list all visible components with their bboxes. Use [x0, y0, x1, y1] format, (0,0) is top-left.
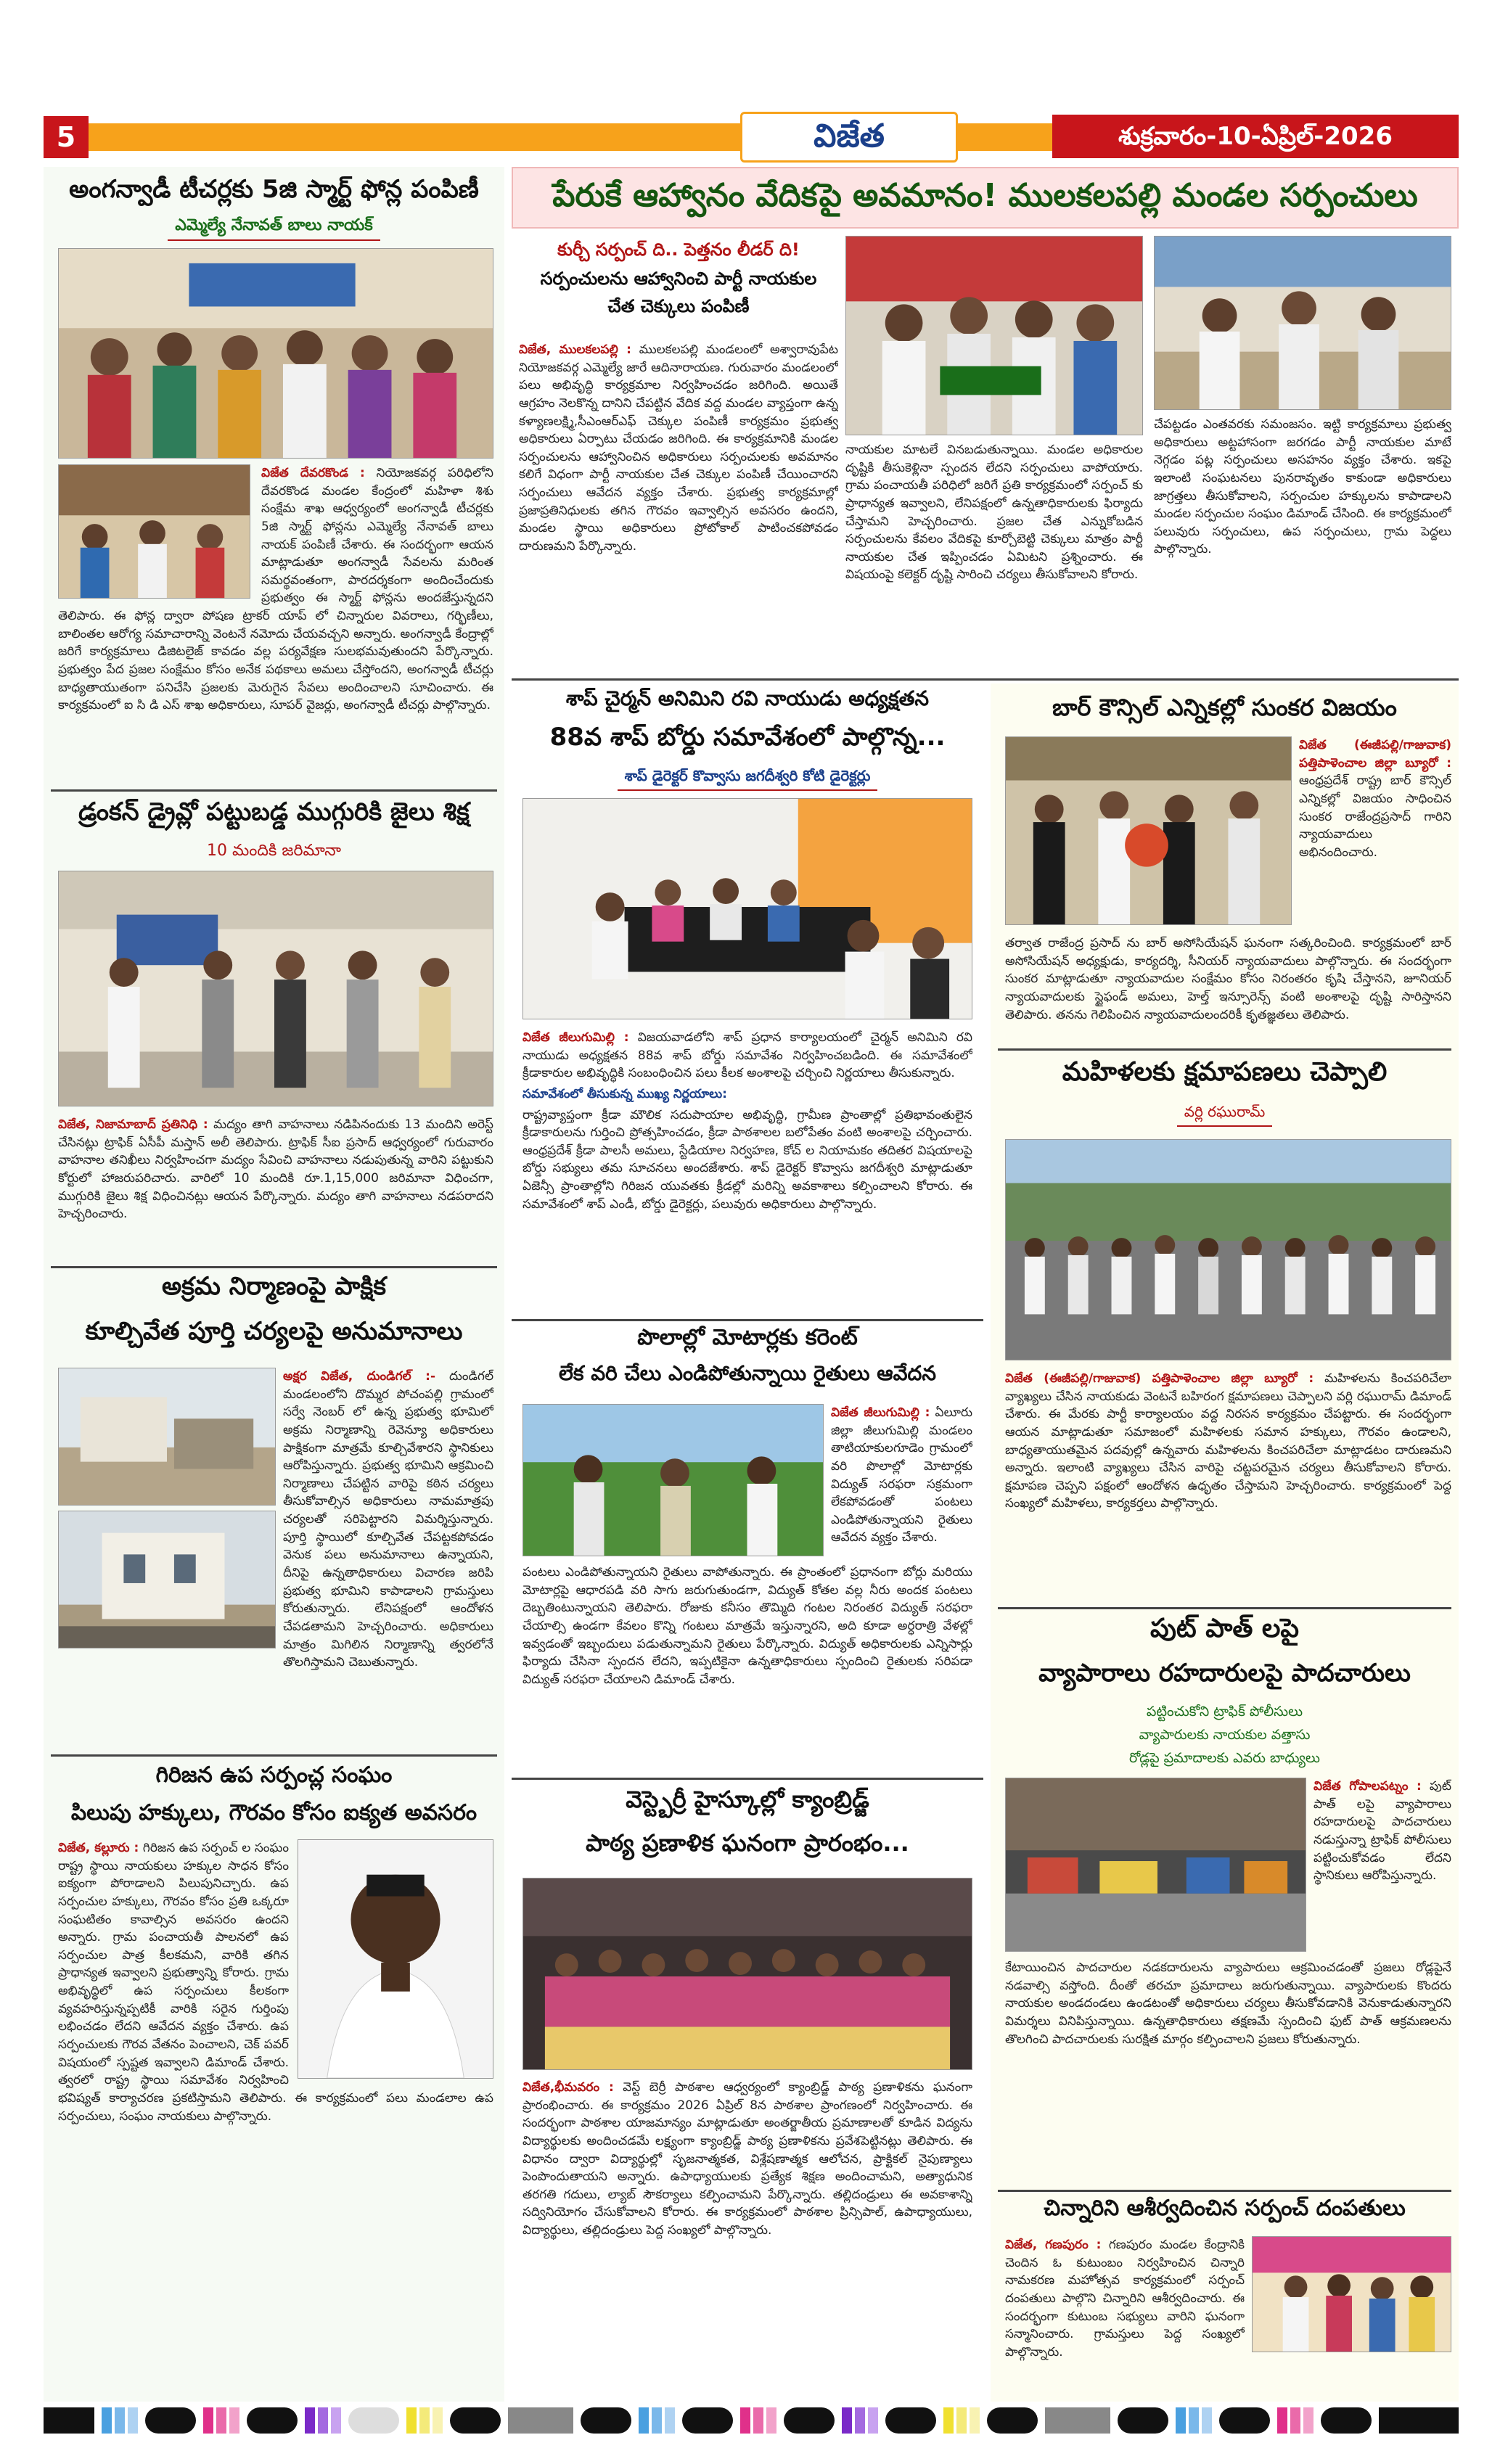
- westberry-text: వెస్ట్ బెర్రీ పాఠశాల ఆధ్వర్యంలో క్యాంబ్రిడ్జ్ పాఠ్య ప్రణాళికను ఘనంగా ప్రారంభించారు. ఈ కార్యక్రమం 2026 ఏప్రిల్ 8న పాఠశాల ప్రాంగణంలో నిర్వహించారు. ఈ సందర్భంగా పాఠశాల యాజమాన్యం మాట్లాడుతూ అంతర్జాతీయ ప్రమాణాలతో కూడిన విద్యను విద్యార్థులకు అందించడమే లక్ష్యంగా క్యాంబ్రిడ్జ్ పాఠ్య ప్రణాళికను ప్రవేశపెట్టినట్లు తెలిపారు. ఈ విధానం ద్వారా విద్యార్థుల్లో సృజనాత్మకత, విశ్లేషణాత్మక ఆలోచన, ప్రాక్టికల్ నైపుణ్యాలు పెంపొందుతాయని అన్నారు. ఉపాధ్యాయులకు ప్రత్యేక శిక్షణ అందించామని, అత్యాధునిక తరగతి గదులు, ల్యాబ్ సౌకర్యాలు కల్పించామని పేర్కొన్నారు. తల్లిదండ్రులు ఈ అవకాశాన్ని సద్వినియోగం చేసుకోవాలని కోరారు. ఈ కార్యక్రమంలో పాఠశాల ప్రిన్సిపాల్, ఉపాధ్యాయులు, విద్యార్థులు, తల్లిదండ్రులు పెద్ద సంఖ్యలో పాల్గొన్నారు.: [522, 2080, 972, 2238]
- shop-byline: [512, 765, 983, 791]
- paper-logo: [740, 112, 958, 163]
- reg-block: [433, 2407, 443, 2434]
- reg-block: [943, 2407, 954, 2434]
- reg-block: [1303, 2407, 1313, 2434]
- shop-subhead: సమావేశంలో తీసుకున్న ముఖ్య నిర్ణయాలు:: [522, 1086, 727, 1101]
- lead-subhead-2: చేత చెక్కులు పంపిణీ: [607, 296, 750, 316]
- couple-text: గణపురం మండల కేంద్రానికి చెందిన ఓ కుటుంబం నిర్వహించిన చిన్నారి నామకరణ మహోత్సవ కార్యక్రమంలో సర్పంచ్ దంపతులు పాల్గొని చిన్నారిని ఆశీర్వదించారు. ఈ సందర్భంగా కుటుంబ సభ్యులు వారిని ఘనంగా సన్మానించారు. గ్రామస్తులు పెద్ద సంఖ్యలో పాల్గొన్నారు.: [1005, 2238, 1245, 2360]
- lead-text-1: ములకలపల్లి మండలంలో అశ్వారావుపేట నియోజకవర్గ ఎమ్మెల్యే జారే ఆదినారాయణ. గురువారం మండలంలో పలు అభివృద్ధి కార్యక్రమాల నిర్వహించడం జరిగింది. అయితే ఆగ్రహం నెలకొన్న దానిని చేపట్టిన వేదిక వద్ద మండల వ్యాప్తంగా ఉన్న కళ్యాణలక్ష్మి,సీఎంఆర్ఎఫ్ చెక్కుల పంపిణీ కార్యక్రమం ప్రభుత్వ అధికారులు ఏర్పాటు చేయడం జరిగింది. ఈ కార్యక్రమానికి మండల సర్పంచులను ఆహ్వానించిన అధికారులు సర్పంచులకు అవమానం కలిగే విధంగా పార్టీ నాయకుల చేత చెక్కుల పంపిణీ చేయించారని సర్పంచులు ఆవేదన వ్యక్తం చేశారు. ప్రభుత్వ కార్యక్రమాల్లో ప్రజాప్రతినిధులకు తగిన గౌరవం ఇవ్వాల్సిన అవసరం ఉందని, మండల స్థాయి అధికారులు ప్రోటోకాల్ పాటించకపోవడం దారుణమని పేర్కొన్నారు.: [519, 342, 838, 554]
- reg-block: [44, 2407, 94, 2434]
- power-side-text: ఏలూరు జిల్లా జీలుగుమిల్లి మండలం తాటియాకులగూడెం గ్రామంలో వరి పొలాల్లో మోటార్లకు విద్యుత్ సరఫరా సక్రమంగా లేకపోవడంతో పంటలు ఎండిపోతున్నాయని రైతులు ఆవేదన వ్యక్తం చేశారు.: [831, 1405, 972, 1545]
- shop-text-2: రాష్ట్రవ్యాప్తంగా క్రీడా మౌలిక సదుపాయాల అభివృద్ధి, గ్రామీణ ప్రాంతాల్లో ప్రతిభావంతులైన క్రీడాకారులను గుర్తించి ప్రోత్సహించడం, క్రీడా పాఠశాలల బలోపేతం వంటి అంశాలపై చర్చించారు. ఆంధ్రప్రదేశ్ క్రీడా పాలసీ అమలు, స్టేడియాల నిర్వహణ, కోచ్ ల నియామకం తదితర విషయాలపై బోర్డు సభ్యులు తమ సూచనలు అందజేశారు. శాప్ డైరెక్టర్ కొవ్వాసు జగదీశ్వరి మాట్లాడుతూ ఏజెన్సీ ప్రాంతాల్లోని గిరిజన యువతకు క్రీడల్లో మరిన్ని అవకాశాలు కల్పించాలని కోరారు. ఈ సమావేశంలో శాప్ ఎండీ, బోర్డు డైరెక్టర్లు, పలువురు అధికారులు పాల్గొన్నారు.: [522, 1107, 972, 1212]
- lead-headline: పేరుకే ఆహ్వానం వేదికపై అవమానం! ములకలపల్లి మండల సర్పంచులు: [552, 177, 1418, 214]
- footpath-photo: [1005, 1778, 1306, 1952]
- drunk-text: మద్యం తాగి వాహనాలు నడిపినందుకు 13 మందిని అరెస్ట్ చేసినట్లు ట్రాఫిక్ ఏసీపీ మస్తాన్ అలీ తెలిపారు. ట్రాఫిక్ సీఐ ప్రసాద్ ఆధ్వర్యంలో గురువారం వాహనాల తనిఖీలు నిర్వహించగా మద్యం సేవించి వాహనాలు నడుపుతున్న వారిని పట్టుకుని కోర్టులో హాజరుపరిచారు. వారిలో 10 మందికి రూ.1,15,000 జరిమానా విధించగా, ముగ్గురికి జైలు శిక్ష విధించినట్లు ఆయన పేర్కొన్నారు. మద్యం తాగి వాహనాలు నడపరాదని హెచ్చరించారు.: [58, 1117, 493, 1222]
- shop-photo: [522, 798, 972, 1019]
- couple-headline: చిన్నారిని ఆశీర్వదించిన సర్పంచ్ దంపతులు: [1044, 2196, 1406, 2221]
- anganwadi-body: [58, 464, 493, 784]
- footpath-side: [1313, 1778, 1451, 1955]
- drunk-photo: [58, 871, 493, 1106]
- lead-subhead-1: సర్పంచులను ఆహ్వానించి పార్టీ నాయకుల: [540, 268, 817, 289]
- bar-headline: బార్ కౌన్సిల్ ఎన్నికల్లో సుంకర విజయం: [1052, 694, 1397, 721]
- reg-block: [766, 2407, 776, 2434]
- reg-block: [842, 2407, 852, 2434]
- tribal-body: [58, 1839, 493, 2391]
- women-text: మహిళలను కించపరిచేలా వ్యాఖ్యలు చేసిన నాయకుడు వెంటనే బహిరంగ క్షమాపణలు చెప్పాలని వర్లి రఘురామ్ డిమాండ్ చేశారు. ఈ మేరకు పార్టీ కార్యాలయం వద్ద నిరసన కార్యక్రమం చేపట్టారు. ఈ సందర్భంగా ఆయన మాట్లాడుతూ సమాజంలో మహిళలకు సమాన హక్కులు, గౌరవం ఉండాలని, బాధ్యతాయుతమైన పదవుల్లో ఉన్నవారు మహిళలను కించపరిచేలా మాట్లాడటం దారుణమని అన్నారు. ఇలాంటి వ్యాఖ్యలు చేసిన వారిపై చట్టపరమైన చర్యలు తీసుకోవాలని కోరారు. క్షమాపణ చెప్పని పక్షంలో ఆందోళన ఉధృతం చేస్తామని హెచ్చరించారు. కార్యక్రమంలో పెద్ద సంఖ్యలో మహిళలు, కార్యకర్తలు పాల్గొన్నారు.: [1005, 1371, 1451, 1511]
- reg-block: [145, 2407, 196, 2434]
- couple-dateline: విజేత, గణపురం :: [1005, 2238, 1102, 2252]
- footpath-body: కేటాయించిన పాదచారుల నడకదారులను వ్యాపారులు ఆక్రమించడంతో ప్రజలు రోడ్లపైనే నడవాల్సి వస్తోంది. దీంతో తరచూ ప్రమాదాలు జరుగుతున్నాయి. వ్యాపారులకు కొందరు నాయకుల అండదండలు ఉండటంతో అధికారులు చర్యలు తీసుకోవడానికి వెనుకాడుతున్నారని విమర్శలు వినిపిస్తున్నాయి. ఉన్నతాధికారులు తక్షణమే స్పందించి ఫుట్ పాత్ ఆక్రమణలను తొలగించి పాదచారులకు సురక్షిత మార్గం కల్పించాలని ప్రజలు కోరుతున్నారు.: [1005, 1960, 1451, 2047]
- tribal-text: గిరిజన ఉప సర్పంచ్ ల సంఘం రాష్ట్ర స్థాయి నాయకులు హక్కుల సాధన కోసం ఐక్యంగా పోరాడాలని పిలుపునిచ్చారు. ఉప సర్పంచుల హక్కులు, గౌరవం కోసం ప్రతి ఒక్కరూ సంఘటితం కావాల్సిన అవసరం ఉందని అన్నారు. గ్రామ పంచాయతీ పాలనలో ఉప సర్పంచుల పాత్ర కీలకమని, వారికి తగిన ప్రాధాన్యత ఇవ్వాలని ప్రభుత్వాన్ని కోరారు. గ్రామ అభివృద్ధిలో ఉప సర్పంచులు కీలకంగా వ్యవహరిస్తున్నప్పటికీ వారికి సరైన గుర్తింపు లభించడం లేదని ఆవేదన వ్యక్తం చేశారు. ఉప సర్పంచులకు గౌరవ వేతనం పెంచాలని, చెక్ పవర్ విషయంలో స్పష్టత ఇవ్వాలని డిమాండ్ చేశారు. త్వరలో రాష్ట్ర స్థాయి సమావేశం నిర్వహించి భవిష్యత్ కార్యాచరణ ప్రకటిస్తామని తెలిపారు. ఈ కార్యక్రమంలో పలు మండలాల ఉప సర్పంచులు, సంఘం నాయకులు పాల్గొన్నారు.: [58, 1841, 493, 2124]
- reg-block: [419, 2407, 430, 2434]
- reg-block: [450, 2407, 501, 2434]
- reg-block: [1219, 2407, 1270, 2434]
- reg-block: [128, 2407, 138, 2434]
- divider: [51, 789, 497, 792]
- women-headline: మహిళలకు క్షమాపణలు చెప్పాలి: [1062, 1057, 1388, 1087]
- reg-block: [1321, 2407, 1372, 2434]
- shop-byline-text: శాప్ డైరెక్టర్ కొవ్వాసు జగదీశ్వరి కోటి డైరెక్టర్లు: [618, 765, 878, 791]
- divider: [998, 1048, 1451, 1051]
- tribal-headline-2: పిలుపు హక్కులు, గౌరవం కోసం ఐక్యత అవసరం: [70, 1800, 478, 1826]
- lead-dateline: విజేత, ములకలపల్లి :: [519, 342, 631, 357]
- reg-block: [581, 2407, 631, 2434]
- reg-block: [508, 2407, 573, 2434]
- reg-block: [1118, 2407, 1168, 2434]
- encroach-body: [58, 1368, 493, 1745]
- reg-block: [639, 2407, 649, 2434]
- reg-block: [305, 2407, 315, 2434]
- westberry-headline-1: వెస్ట్బెర్రీ హైస్కూల్లో క్యాంబ్రిడ్జ్: [626, 1786, 869, 1813]
- reg-block: [740, 2407, 750, 2434]
- couple-photo: [1252, 2236, 1451, 2352]
- drunk-dateline: విజేత, నిజామాబాద్ ప్రతినిధి :: [58, 1117, 208, 1132]
- women-byline-text: వర్లి రఘురామ్: [1177, 1101, 1273, 1127]
- shop-headline-1: శాప్ చైర్మన్ అనిమిని రవి నాయుడు అధ్యక్షతన: [565, 686, 930, 710]
- anganwadi-headline: అంగన్వాడీ టీచర్లకు 5జి స్మార్ట్ ఫోన్ల పంపిణీ: [69, 175, 479, 204]
- divider: [998, 2190, 1451, 2192]
- reg-block: [753, 2407, 763, 2434]
- masthead: [44, 116, 1459, 160]
- reg-block: [1176, 2407, 1186, 2434]
- reg-block: [665, 2407, 675, 2434]
- encroach-headline-1: అక్రమ నిర్మాణంపై పాక్షిక: [161, 1272, 386, 1301]
- power-body: పంటలు ఎండిపోతున్నాయని రైతులు వాపోతున్నారు. ఈ ప్రాంతంలో ప్రధానంగా బోర్లు మరియు మోటార్లపై ఆధారపడి వరి సాగు జరుగుతుండగా, విద్యుత్ కోతల వల్ల నీరు అందక పంటలు దెబ్బతింటున్నాయని తెలిపారు. రోజుకు కనీసం తొమ్మిది గంటల నిరంతర విద్యుత్ సరఫరా చేయాల్సి ఉండగా కేవలం కొన్ని గంటలు మాత్రమే ఇస్తున్నారని, అది కూడా అర్ధరాత్రి వేళల్లో ఇవ్వడంతో ఇబ్బందులు పడుతున్నామని రైతులు పేర్కొన్నారు. విద్యుత్ అధికారులకు ఎన్నిసార్లు ఫిర్యాదు చేసినా స్పందన లేదని, ఇప్పటికైనా ఉన్నతాధికారులు స్పందించి రైతులకు సరిపడా విద్యుత్ సరఫరా చేయాలని డిమాండ్ చేశారు.: [522, 1565, 972, 1687]
- lead-photo-2: [1154, 236, 1451, 410]
- reg-block: [970, 2407, 980, 2434]
- divider: [998, 1607, 1451, 1609]
- reg-block: [229, 2407, 239, 2434]
- reg-block: [1045, 2407, 1110, 2434]
- divider: [512, 678, 1459, 681]
- shop-dateline: విజేత జీలుగుమిల్లి :: [522, 1030, 629, 1045]
- reg-block: [652, 2407, 662, 2434]
- reg-block: [1277, 2407, 1287, 2434]
- power-photo: [522, 1404, 824, 1556]
- westberry-body: [522, 2079, 972, 2391]
- power-side: [831, 1404, 972, 1560]
- reg-block: [784, 2407, 835, 2434]
- reg-block: [1379, 2407, 1459, 2434]
- footpath-sub-3: రోడ్లపై ప్రమాదాలకు ఎవరు బాధ్యులు: [1129, 1750, 1320, 1766]
- reg-block: [406, 2407, 417, 2434]
- reg-block: [987, 2407, 1038, 2434]
- lead-kicker: కుర్చీ సర్పంచ్ ది.. పెత్తనం లీడర్ ది!: [557, 239, 800, 260]
- anganwadi-photo-top: [58, 248, 493, 459]
- byline-text: ఎమ్మెల్యే నేనావత్ బాలు నాయక్: [168, 215, 380, 241]
- reg-block: [216, 2407, 226, 2434]
- reg-block: [203, 2407, 213, 2434]
- drunk-subhead: 10 మందికి జరిమానా: [206, 842, 342, 860]
- reg-block: [1290, 2407, 1300, 2434]
- women-photo: [1005, 1139, 1451, 1360]
- footpath-side-text: పుట్ పాత్ లపై వ్యాపారాలు రహదారులపై పాదచారులు నడుస్తున్నా ట్రాఫిక్ పోలీసులు పట్టించుకోవడం లేదని స్థానికులు ఆరోపిస్తున్నారు.: [1313, 1779, 1451, 1884]
- westberry-headline-2: పాఠ్య ప్రణాళిక ఘనంగా ప్రారంభం...: [586, 1829, 909, 1857]
- drunk-body: [58, 1116, 493, 1261]
- paper-name: విజేత: [813, 118, 885, 155]
- bar-side: [1299, 736, 1451, 929]
- bar-dateline: విజేత (ఈజీపల్లి/గాజువాక) పత్తిపాళెంచాల జిల్లా బ్యూరో :: [1299, 738, 1451, 771]
- anganwadi-dateline: విజేత దేవరకొండ :: [261, 466, 365, 480]
- power-headline-1: పొలాల్లో మోటార్లకు కరెంట్: [637, 1325, 858, 1350]
- women-byline: [998, 1101, 1451, 1127]
- date-line: శుక్రవారం-10-ఏప్రిల్-2026: [1052, 115, 1459, 158]
- power-dateline: విజేత జీలుగుమిల్లి :: [831, 1405, 930, 1420]
- reg-block: [682, 2407, 733, 2434]
- tribal-dateline: విజేత, కల్లూరు :: [58, 1841, 139, 1855]
- couple-body: [1005, 2236, 1245, 2399]
- reg-block: [348, 2407, 399, 2434]
- reg-block: [956, 2407, 967, 2434]
- lead-kicker-box: [519, 236, 838, 337]
- reg-block: [1189, 2407, 1199, 2434]
- footpath-headline-2: వ్యాపారాలు రహదారులపై పాదచారులు: [1038, 1659, 1411, 1688]
- westberry-dateline: విజేత,భీమవరం :: [522, 2080, 614, 2095]
- divider: [51, 1266, 497, 1268]
- reg-block: [868, 2407, 878, 2434]
- bar-photo: [1005, 736, 1292, 925]
- lead-col-2: నాయకుల మాటలే వినబడుతున్నాయి. మండల అధికారుల దృష్టికి తీసుకెళ్లినా స్పందన లేదని సర్పంచులు వాపోయారు. గ్రామ పంచాయతీ పరిధిలో జరిగే ప్రతి కార్యక్రమంలో సర్పంచ్ కు ప్రాధాన్యత ఇవ్వాలని, లేనిపక్షంలో ఉన్నతాధికారులకు ఫిర్యాదు చేస్తామని హెచ్చరించారు. ప్రజల చేత ఎన్నుకోబడిన సర్పంచులను కేవలం వేదికపై కూర్చోబెట్టి చెక్కులు మాత్రం పార్టీ నాయకుల చేత ఇప్పించడం ఏమిటని ప్రశ్నించారు. ఈ విషయంపై కలెక్టర్ దృష్టి సారించి చర్యలు తీసుకోవాలని కోరారు.: [845, 443, 1143, 583]
- reg-block: [855, 2407, 865, 2434]
- shop-text: విజయవాడలోని శాప్ ప్రధాన కార్యాలయంలో చైర్మన్ అనిమిని రవి నాయుడు అధ్యక్షతన 88వ శాప్ బోర్డు సమావేశం నిర్వహించబడింది. ఈ సమావేశంలో క్రీడాకారుల అభివృద్ధికి సంబంధించిన పలు కీలక అంశాలపై చర్చించి నిర్ణయాలు తీసుకున్నారు.: [522, 1030, 972, 1081]
- reg-block: [247, 2407, 298, 2434]
- anganwadi-text: నియోజకవర్గ పరిధిలోని దేవరకొండ మండల కేంద్రంలో మహిళా శిశు సంక్షేమ శాఖ ఆధ్వర్యంలో అంగన్వాడీ టీచర్లకు 5జి స్మార్ట్ ఫోన్లను ఎమ్మెల్యే నేనావత్ బాలు నాయక్ పంపిణీ చేశారు. ఈ సందర్భంగా ఆయన మాట్లాడుతూ అంగన్వాడీ సేవలను మరింత సమర్థవంతంగా, పారదర్శకంగా అందించేందుకు ప్రభుత్వం ఈ స్మార్ట్ ఫోన్లను అందజేస్తున్నదని తెలిపారు. ఈ ఫోన్ల ద్వారా పోషణ ట్రాకర్ యాప్ లో చిన్నారుల వివరాలు, గర్భిణీలు, బాలింతల ఆరోగ్య సమాచారాన్ని వెంటనే నమోదు చేయవచ్చని అన్నారు. అంగన్వాడీ కేంద్రాల్లో జరిగే కార్యక్రమాలు డిజిటలైజ్ కావడం వల్ల పర్యవేక్షణ సులభమవుతుందని పేర్కొన్నారు. ప్రభుత్వం పేద ప్రజల సంక్షేమం కోసం అనేక పథకాలు అమలు చేస్తోందని, అంగన్వాడీ టీచర్లు బాధ్యతాయుతంగా పనిచేసి ప్రజలకు మెరుగైన సేవలు అందించాలని సూచించారు. ఈ కార్యక్రమంలో ఐ సి డి ఎస్ శాఖ అధికారులు, సూపర్ వైజర్లు, అంగన్వాడీ టీచర్లు పాల్గొన్నారు.: [58, 466, 493, 713]
- reg-block: [331, 2407, 341, 2434]
- reg-block: [318, 2407, 328, 2434]
- divider: [51, 1754, 497, 1757]
- women-dateline: విజేత (ఈజీపల్లి/గాజువాక) పత్తిపాళెంచాల జిల్లా బ్యూరో :: [1005, 1371, 1314, 1386]
- footpath-dateline: విజేత గోపాలపట్నం :: [1313, 1779, 1422, 1794]
- reg-block: [1202, 2407, 1212, 2434]
- lead-col-1: [519, 341, 838, 671]
- footpath-headline-1: పుట్ పాత్ లపై: [1149, 1614, 1300, 1643]
- reg-block: [115, 2407, 125, 2434]
- encroach-dateline: అక్షర విజేత, దుండిగల్ :-: [283, 1369, 436, 1384]
- shop-headline-2: 88వ శాప్ బోర్డు సమావేశంలో పాల్గొన్న...: [549, 723, 946, 752]
- lead-photo-1: [845, 236, 1143, 435]
- lead-col-3: చేపట్టడం ఎంతవరకు సమంజసం. ఇట్టి కార్యక్రమాలు ప్రభుత్వ అధికారులు అట్టహాసంగా జరగడం పార్టీ నాయకుల మాటే నెగ్గడం పట్ల సర్పంచులు అసహనం వ్యక్తం చేశారు. ఇకపై ఇలాంటి సంఘటనలు పునరావృతం కాకుండా అధికారులు జాగ్రత్తలు తీసుకోవాలని, సర్పంచుల హక్కులను కాపాడాలని మండల సర్పంచుల సంఘం డిమాండ్ చేసింది. ఈ కార్యక్రమంలో పలువురు సర్పంచులు, ఉప సర్పంచులు, గ్రామ పెద్దలు పాల్గొన్నారు.: [1154, 417, 1451, 557]
- divider: [512, 1319, 983, 1321]
- westberry-photo: [522, 1878, 972, 2070]
- power-headline-2: లేక వరి చేలు ఎండిపోతున్నాయి రైతులు ఆవేదన: [559, 1361, 936, 1385]
- divider: [512, 1778, 983, 1780]
- reg-block: [102, 2407, 112, 2434]
- women-body: [1005, 1370, 1451, 1602]
- anganwadi-byline: [51, 215, 497, 241]
- tribal-headline-1: గిరిజన ఉప సర్పంచ్ల సంఘం: [155, 1762, 393, 1788]
- footpath-sub-1: పట్టించుకోని ట్రాఫిక్ పోలీసులు: [1146, 1704, 1303, 1720]
- footpath-sub-2: వ్యాపారులకు నాయకుల వత్తాసు: [1139, 1727, 1311, 1743]
- page-number: 5: [44, 116, 89, 158]
- bar-body: తర్వాత రాజేంద్ర ప్రసాద్ ను బార్ అసోసియేషన్ ఘనంగా సత్కరించింది. కార్యక్రమంలో బార్ అసోసియేషన్ అధ్యక్షుడు, కార్యదర్శి, సీనియర్ న్యాయవాదులు పాల్గొన్నారు. ఈ సందర్భంగా సుంకర మాట్లాడుతూ న్యాయవాదుల సంక్షేమం కోసం నిరంతరం కృషి చేస్తానని, జూనియర్ న్యాయవాదులకు స్టైఫండ్ అమలు, హెల్త్ ఇన్సూరెన్స్ వంటి అంశాలపై దృష్టి సారిస్తానని తెలిపారు. తనను గెలిపించిన న్యాయవాదులందరికీ కృతజ్ఞతలు తెలిపారు.: [1005, 936, 1451, 1022]
- reg-block: [885, 2407, 936, 2434]
- drunk-headline: డ్రంకన్ డ్రైవ్లో పట్టుబడ్డ ముగ్గురికి జైలు శిక్ష: [78, 797, 470, 826]
- bar-side-text: ఆంధ్రప్రదేశ్ రాష్ట్ర బార్ కౌన్సిల్ ఎన్నికల్లో విజయం సాధించిన సుంకర రాజేంద్రప్రసాద్ గారిని న్యాయవాదులు అభినందించారు.: [1299, 773, 1451, 860]
- encroach-headline-2: కూల్చివేత పూర్తి చర్యలపై అనుమానాలు: [85, 1317, 463, 1346]
- encroach-text: దుండిగల్ మండలంలోని దొమ్మర పోచంపల్లి గ్రామంలో సర్వే నెంబర్ లో ఉన్న ప్రభుత్వ భూమిలో అక్రమ నిర్మాణాన్ని రెవెన్యూ అధికారులు పాక్షికంగా మాత్రమే కూల్చివేశారని స్థానికులు ఆరోపిస్తున్నారు. ప్రభుత్వ భూమిని ఆక్రమించి నిర్మాణాలు చేపట్టిన వారిపై కఠిన చర్యలు తీసుకోవాల్సిన అధికారులు నామమాత్రపు చర్యలతో సరిపెట్టారని విమర్శిస్తున్నారు. పూర్తి స్థాయిలో కూల్చివేత చేపట్టకపోవడం వెనుక పలు అనుమానాలు ఉన్నాయని, దీనిపై ఉన్నతాధికారులు విచారణ జరిపి ప్రభుత్వ భూమిని కాపాడాలని గ్రామస్తులు కోరుతున్నారు. లేనిపక్షంలో ఆందోళన చేపడతామని హెచ్చరించారు. అధికారులు మాత్రం మిగిలిన నిర్మాణాన్ని త్వరలోనే తొలగిస్తామని చెబుతున్నారు.: [283, 1369, 493, 1670]
